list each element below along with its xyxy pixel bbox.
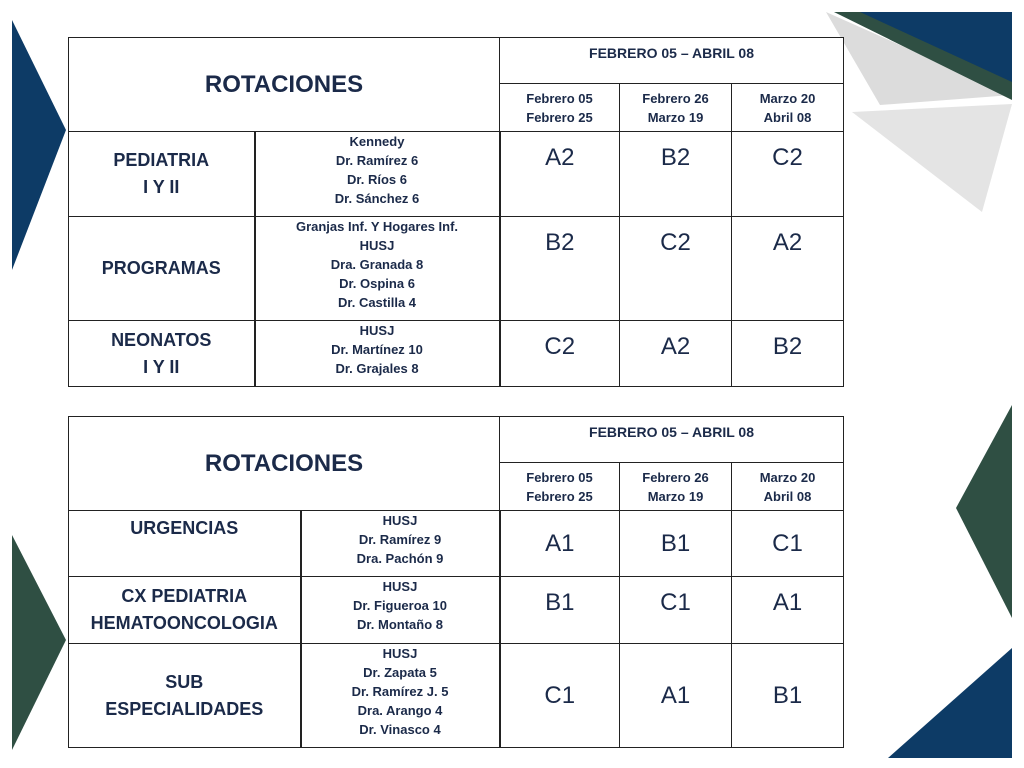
period-header-1: Febrero 05 Febrero 25 (500, 463, 620, 511)
table-row (69, 217, 844, 321)
staff-cell: Kennedy Dr. Ramírez 6 Dr. Ríos 6 Dr. Sánchez 6 (255, 132, 500, 217)
period-header-3: Marzo 20 Abril 08 (732, 463, 844, 511)
area-label: PROGRAMAS (69, 217, 255, 321)
staff-cell: HUSJ Dr. Ramírez 9 Dra. Pachón 9 (301, 511, 500, 577)
staff-cell: HUSJ Dr. Martínez 10 Dr. Grajales 8 (255, 321, 500, 387)
rotation-code: B1 (620, 511, 732, 577)
area-label: CX PEDIATRIA HEMATOONCOLOGIA (69, 577, 301, 644)
rotation-code: A1 (500, 511, 620, 577)
rotation-code: A1 (620, 644, 732, 748)
table-title: ROTACIONES (69, 38, 500, 132)
bottom-right-navy-triangle (888, 648, 1012, 758)
table-row (69, 577, 844, 644)
period-header-2: Febrero 26 Marzo 19 (620, 463, 732, 511)
area-label: NEONATOS I Y II (69, 321, 255, 387)
rotation-code: B2 (732, 321, 844, 387)
right-green-triangle (956, 405, 1012, 618)
staff-cell: HUSJ Dr. Zapata 5 Dr. Ramírez J. 5 Dra. Arango 4 Dr. Vinasco 4 (301, 644, 500, 748)
rotation-code: A2 (732, 217, 844, 321)
rotation-code: C2 (620, 217, 732, 321)
table-row (69, 132, 844, 217)
area-label: PEDIATRIA I Y II (69, 132, 255, 217)
rotation-code: A2 (620, 321, 732, 387)
rotation-code: B1 (732, 644, 844, 748)
staff-cell: HUSJ Dr. Figueroa 10 Dr. Montaño 8 (301, 577, 500, 644)
date-range-header: FEBRERO 05 – ABRIL 08 (500, 417, 844, 463)
rotation-code: C1 (620, 577, 732, 644)
rotation-code: B2 (500, 217, 620, 321)
staff-cell: Granjas Inf. Y Hogares Inf. HUSJ Dra. Granada 8 Dr. Ospina 6 Dr. Castilla 4 (255, 217, 500, 321)
rotation-code: A2 (500, 132, 620, 217)
left-navy-triangle (12, 20, 66, 270)
date-range-header: FEBRERO 05 – ABRIL 08 (500, 38, 844, 84)
left-green-triangle (12, 535, 66, 750)
rotation-code: A1 (732, 577, 844, 644)
rotations-table-2 (68, 416, 844, 748)
period-header-3: Marzo 20 Abril 08 (732, 84, 844, 132)
right-grey-shape (852, 104, 1012, 212)
table-title: ROTACIONES (69, 417, 500, 511)
table-row (69, 511, 844, 577)
rotation-code: C1 (500, 644, 620, 748)
rotations-table-1 (68, 37, 844, 387)
rotation-code: B2 (620, 132, 732, 217)
table-row (69, 644, 844, 748)
rotation-code: C1 (732, 511, 844, 577)
rotation-code: C2 (732, 132, 844, 217)
period-header-1: Febrero 05 Febrero 25 (500, 84, 620, 132)
area-label: URGENCIAS (69, 511, 301, 577)
period-header-2: Febrero 26 Marzo 19 (620, 84, 732, 132)
table-row (69, 321, 844, 387)
rotation-code: B1 (500, 577, 620, 644)
area-label: SUB ESPECIALIDADES (69, 644, 301, 748)
rotation-code: C2 (500, 321, 620, 387)
